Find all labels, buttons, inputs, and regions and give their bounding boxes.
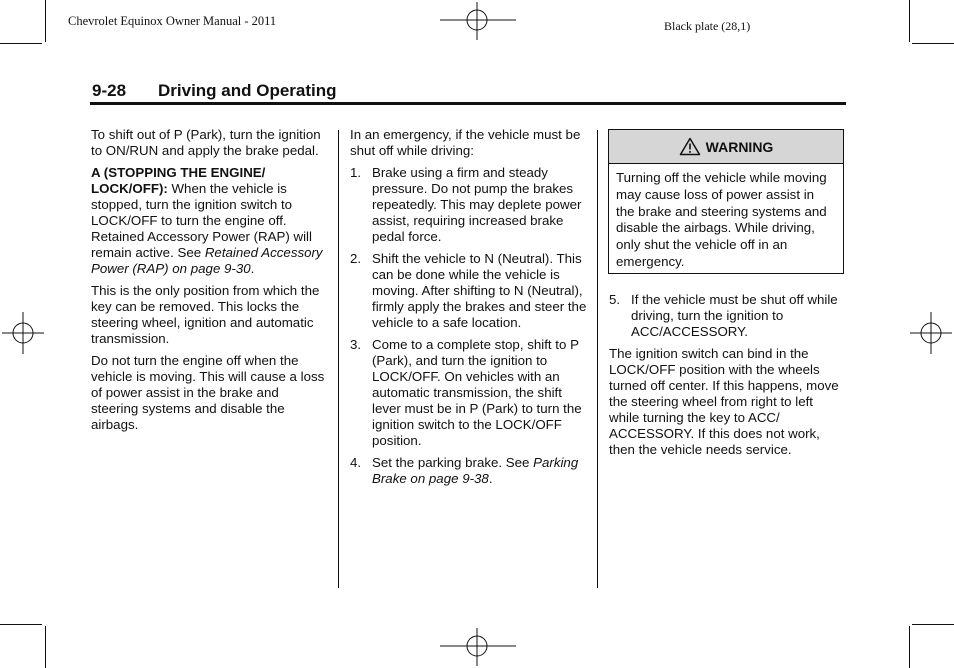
list-item bbox=[350, 165, 588, 245]
registration-mark-right bbox=[910, 312, 952, 354]
warning-box bbox=[608, 129, 844, 274]
column-divider bbox=[338, 130, 339, 588]
column-2 bbox=[350, 127, 588, 493]
crop-mark bbox=[45, 0, 46, 42]
page-number: 9-28 bbox=[92, 81, 127, 100]
paragraph-text: When the vehicle is stopped, turn the ignition switch to LOCK/OFF to turn the engine off. Retained Accessory Power (RAP) will remain active. See bbox=[91, 181, 312, 260]
crop-mark bbox=[0, 624, 42, 625]
step-text: Shift the vehicle to N (Neutral). This can be done while the vehicle is moving. After shifting to N (Neutral), firmly apply the brakes and steer the vehicle to a safe location. bbox=[372, 251, 587, 330]
crop-mark bbox=[912, 43, 954, 44]
page-title bbox=[92, 81, 337, 101]
steps-list bbox=[350, 165, 588, 487]
running-header-title: Chevrolet Equinox Owner Manual - 2011 bbox=[68, 14, 277, 28]
step-text: If the vehicle must be shut off while driving, turn the ignition to ACC/ACCESSORY. bbox=[631, 292, 838, 339]
step-text: Brake using a firm and steady pressure. Do not pump the brakes repeatedly. This may deplete power assist, requiring increased brake pedal force. bbox=[372, 165, 582, 244]
list-item bbox=[350, 251, 588, 331]
step-text: Set the parking brake. See bbox=[372, 455, 534, 470]
crop-mark bbox=[912, 624, 954, 625]
crop-mark bbox=[45, 626, 46, 668]
crop-mark bbox=[0, 43, 42, 44]
cross-reference-link[interactable]: Retained Accessory Power (RAP) on page 9-30 bbox=[91, 245, 323, 276]
registration-mark-top bbox=[440, 0, 516, 46]
position-heading: A (STOPPING THE ENGINE/ LOCK/OFF): bbox=[91, 165, 266, 196]
paragraph: In an emergency, if the vehicle must be shut off while driving: bbox=[350, 127, 581, 158]
list-item bbox=[609, 292, 845, 340]
paragraph bbox=[91, 165, 327, 277]
paragraph: This is the only position from which the key can be removed. This locks the steering wheel, ignition and automatic transmission. bbox=[91, 283, 320, 346]
heading-rule bbox=[90, 102, 846, 105]
plate-label: Black plate (28,1) bbox=[664, 19, 751, 33]
list-item bbox=[350, 455, 588, 487]
crop-mark bbox=[909, 626, 910, 668]
step-number: 1. bbox=[350, 165, 362, 180]
warning-title: WARNING bbox=[705, 138, 774, 155]
steps-list bbox=[609, 292, 845, 340]
step-number: 5. bbox=[609, 292, 621, 307]
registration-mark-bottom bbox=[440, 626, 516, 668]
section-title: Driving and Operating bbox=[158, 81, 337, 100]
paragraph: The ignition switch can bind in the LOCK/OFF position with the wheels turned off center. If this happens, move the steering wheel from right to left while turning the key to ACC/ ACCESSORY. If this does not work, then the vehicle needs service. bbox=[609, 346, 839, 457]
step-number: 3. bbox=[350, 337, 362, 352]
registration-mark-left bbox=[2, 312, 44, 354]
step-number: 4. bbox=[350, 455, 362, 470]
paragraph: To shift out of P (Park), turn the ignition to ON/RUN and apply the brake pedal. bbox=[91, 127, 321, 158]
paragraph-text: . bbox=[250, 261, 255, 276]
warning-header bbox=[609, 130, 843, 164]
step-text: . bbox=[488, 471, 493, 486]
list-item bbox=[350, 337, 588, 449]
column-divider bbox=[597, 130, 598, 588]
paragraph: Do not turn the engine off when the vehicle is moving. This will cause a loss of power assist in the brake and steering systems and disable the airbags. bbox=[91, 353, 325, 432]
column-1 bbox=[91, 127, 327, 439]
step-text: Come to a complete stop, shift to P (Park), and turn the ignition to LOCK/OFF. On vehicles with an automatic transmission, the shift lever must be in P (Park) to turn the ignition switch to the LOCK/OFF position. bbox=[372, 337, 582, 448]
cross-reference-link[interactable]: Parking Brake on page 9-38 bbox=[372, 455, 579, 486]
step-number: 2. bbox=[350, 251, 362, 266]
column-3 bbox=[609, 292, 845, 464]
crop-mark bbox=[909, 0, 910, 42]
warning-triangle-icon bbox=[679, 137, 701, 156]
warning-text: Turning off the vehicle while moving may cause loss of power assist in the brake and steering systems and disable the airbags. While driving, only shut the vehicle off in an emergency. bbox=[616, 170, 827, 269]
